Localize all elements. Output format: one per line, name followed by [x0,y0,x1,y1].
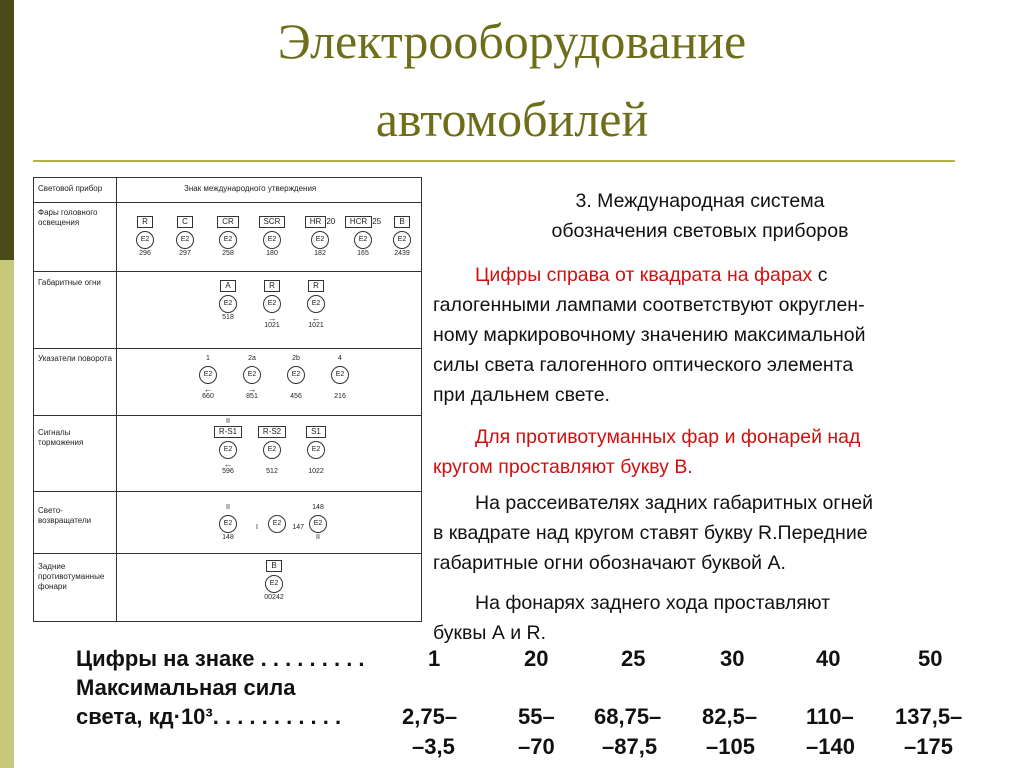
approval-mark: C E2 297 [167,216,203,258]
signal-marks-table [33,177,422,622]
intensity-max: –87,5 [602,734,658,759]
approval-mark: 148 E2 II [300,504,336,542]
row-divider [34,553,421,554]
row-label: Габаритные огни [38,278,101,287]
intensity-min: 68,75– [594,704,662,729]
intensity-max: –105 [706,734,755,759]
approval-mark: R E2 296 [127,216,163,258]
row-label: Свето-возвращатели [38,506,92,525]
approval-mark: 4 E2 216 [322,355,358,401]
intensity-label-line2: света, кд·10³. . . . . . . . . . . [76,704,342,729]
approval-mark: II E2 148 [210,504,246,542]
sign-number: 40 [816,646,841,671]
paragraph-4: На фонарях заднего хода проставляют буквы А и R. [433,592,831,644]
row-label: Сигналы торможения [38,428,84,447]
approval-mark: S1 E2 1022 [298,426,334,476]
section-heading: 3. Международная система обозначения световых приборов [551,190,849,242]
intensity-min: 110– [806,704,854,729]
page-title-line2: автомобилей [375,91,649,147]
row-divider [34,348,421,349]
intensity-label-line1: Максимальная сила [76,675,296,700]
row-label: Фары головного освещения [38,208,98,227]
approval-mark: 2b E2 456 [278,355,314,401]
sign-number: 20 [524,646,549,671]
row-divider [34,271,421,272]
approval-mark: B E2 2439 [394,217,410,257]
approval-mark: B E2 00242 [264,561,284,601]
paragraph-3: На рассеивателях задних габаритных огней в квадрате над кругом ставят букву R.Передние габаритные огни обозначают буквой А. [433,492,874,574]
row-label: Задние противотуманные фонари [38,562,105,591]
approval-mark: R E2 ← 1021 [308,281,324,329]
intensity-max: –175 [904,734,953,759]
table-header-mark: Знак международного утверждения [184,184,317,193]
intensity-min: 137,5– [895,704,963,729]
sign-number: 50 [918,646,943,671]
sign-number: 30 [720,646,745,671]
paragraph-2: Для противотуманных фар и фонарей над кругом проставляют букву В. [433,426,861,478]
sign-number: 1 [428,646,441,671]
table-header-device: Световой прибор [38,184,103,193]
row-label: Указатели поворота [38,354,112,363]
table-column-divider [116,178,117,621]
sign-numbers-label: Цифры на знаке . . . . . . . . . [76,646,365,671]
approval-mark: I E2 147 [252,512,302,534]
approval-mark: II R-S1 E2 ← 596 [210,418,246,476]
sign-number: 25 [621,646,646,671]
approval-mark: R E2 → 1021 [264,281,280,329]
intensity-min: 82,5– [702,704,758,729]
title-divider [33,160,955,162]
intensity-min: 55– [518,704,555,729]
page-title-line1: Электрооборудование [277,13,747,69]
intensity-min: 2,75– [402,704,458,729]
approval-mark: A E2 518 [210,280,246,322]
approval-mark: CR E2 258 [210,216,246,258]
approval-mark: R-S2 E2 512 [254,426,290,476]
approval-mark: HR 20 E2 182 [298,216,342,258]
intensity-max: –3,5 [412,734,455,759]
row-divider [34,491,421,492]
approval-mark: 2a E2 → 851 [234,355,270,401]
approval-mark: 1 E2 ← 660 [190,355,226,401]
intensity-max: –140 [806,734,855,759]
approval-mark: HCR 25 E2 165 [341,216,385,258]
sidebar-accent-light [0,260,14,768]
table-header [34,178,421,203]
intensity-max: –70 [518,734,555,759]
paragraph-1: Цифры справа от квадрата на фарах с галогенными лампами соответствуют округлен- ному маркировочному значению максимальной силы света галогенного оптического элемента при дальнем свете. [433,264,866,406]
row-divider [34,415,421,416]
approval-mark: SCR E2 180 [254,216,290,258]
